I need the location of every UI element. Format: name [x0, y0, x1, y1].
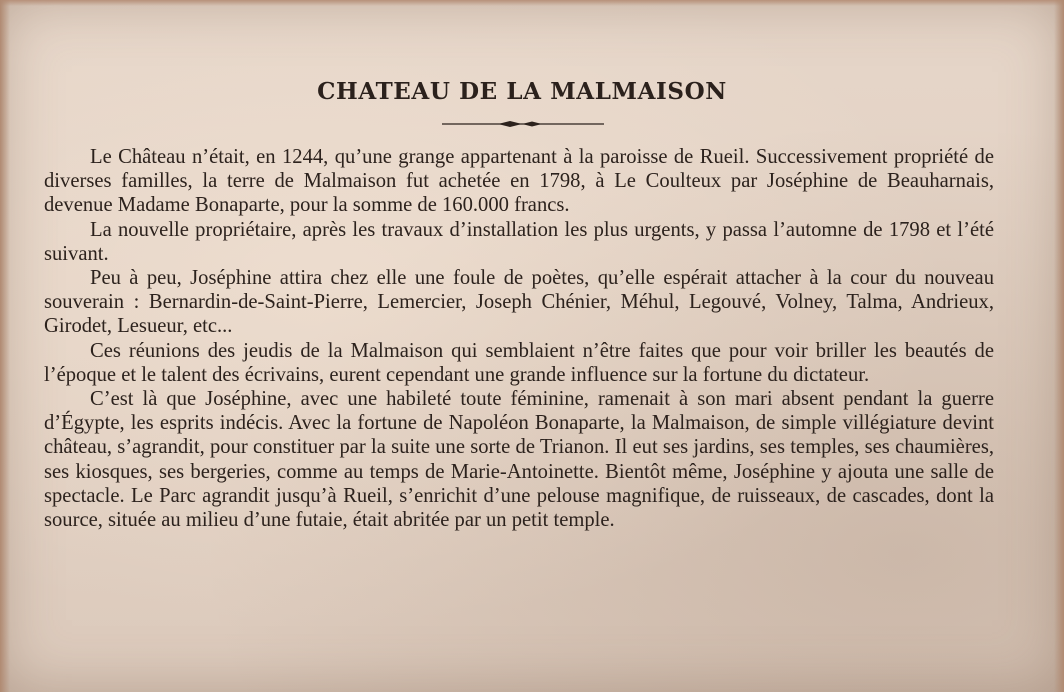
paper-edge-top — [0, 0, 1064, 6]
paragraph-estate-growth: C’est là que Joséphine, avec une habileté toute féminine, ramenait à son mari absent pendant la guerre d’Égypte, les esprits indécis. Avec la fortune de Napoléon Bonaparte, la Malmaison, de simple villégiature devint château, s’agrandit, pour constituer par la suite une sorte de Trianon. Il eut ses jardins, ses temples, ses chaumières, ses kiosques, ses bergeries, comme au temps de Marie-Antoinette. Bientôt même, Joséphine y ajouta une salle de spectacle. Le Parc agrandit jusqu’à Rueil, s’enrichit d’une pelouse magnifique, de ruisseaux, de cascades, dont la source, située au milieu d’une futaie, était abritée par un petit temple. — [44, 388, 994, 532]
document-title: CHATEAU DE LA MALMAISON — [317, 78, 727, 105]
paragraph-thursday-gatherings: Ces réunions des jeudis de la Malmaison qui semblaient n’être faites que pour voir briller les beautés de l’époque et le talent des écrivains, eurent cependant une grande influence sur la fortune du dictateur. — [44, 339, 994, 386]
document-body — [44, 145, 994, 532]
paper-edge-right — [1054, 0, 1064, 692]
paragraph-new-owner: La nouvelle propriétaire, après les travaux d’installation les plus urgents, y passa l’automne de 1798 et l’été suivant. — [44, 218, 994, 265]
ornamental-rule-icon — [440, 116, 606, 132]
paragraph-poets: Peu à peu, Joséphine attira chez elle une foule de poètes, qu’elle espérait attacher à la cour du nouveau souverain : Bernardin-de-Saint-Pierre, Lemercier, Joseph Chénier, Méhul, Legouvé, Volney, Talma, Andrieux, Girodet, Lesueur, etc... — [44, 267, 994, 338]
paragraph-history: Le Château n’était, en 1244, qu’une grange appartenant à la paroisse de Rueil. Successivement propriété de diverses familles, la terre de Malmaison fut achetée en 1798, à Le Coulteux par Joséphine de Beauharnais, devenue Madame Bonaparte, pour la somme de 160.000 francs. — [44, 146, 994, 217]
